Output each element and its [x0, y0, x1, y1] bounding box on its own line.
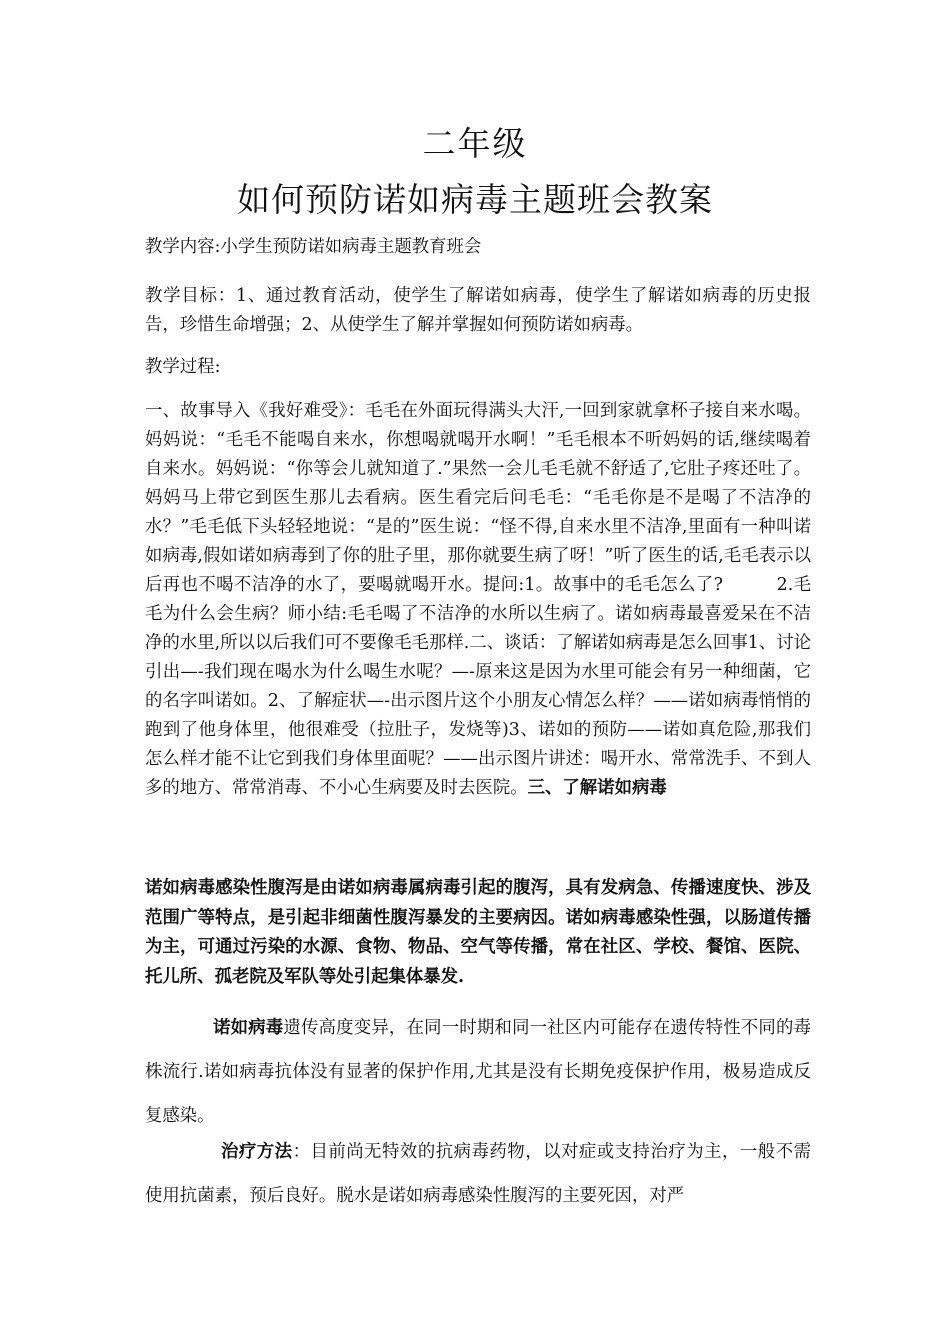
- section-three-heading: 三、了解诺如病毒: [527, 778, 667, 798]
- lesson-plan-title: 如何预防诺如病毒主题班会教案: [237, 180, 713, 219]
- treatment-lead: 治疗方法: [221, 1142, 293, 1162]
- norovirus-description-paragraph: 诺如病毒感染性腹泻是由诺如病毒属病毒引起的腹泻，具有发病急、传播速度快、涉及范围广等特点，是引起非细菌性腹泻暴发的主要病因。诺如病毒感染性强，以肠道传播为主，可通过污染的水源、食物、物品、空气等传播，常在社区、学校、餐馆、医院、托儿所、孤老院及军队等处引起集体暴发.: [145, 878, 811, 987]
- story-text: 一、故事导入《我好难受》：毛毛在外面玩得满头大汗,一回到家就拿杯子接自来水喝。妈妈说：“毛毛不能喝自来水，你想喝就喝开水啊！”毛毛根本不听妈妈的话,继续喝着自来水。妈妈说：“你等会儿就知道了.”果然一会儿毛毛就不舒适了,它肚子疼还吐了。妈妈马上带它到医生那儿去看病。医生看完后问毛毛：“毛毛你是不是喝了不洁净的水？”毛毛低下头轻轻地说：“是的”医生说：“怪不得,自来水里不洁净,里面有一种叫诺如病毒,假如诺如病毒到了你的肚子里，那你就要生病了呀！”听了医生的话,毛毛表示以后再也不喝不洁净的水了，要喝就喝开水。提问:1。故事中的毛毛怎么了? 2.毛毛为什么会生病？师小结:毛毛喝了不洁净的水所以生病了。诺如病毒最喜爱呆在不洁净的水里,所以以后我们可不要像毛毛那样.二、谈话：了解诺如病毒是怎么回事1、讨论引出—-我们现在喝水为什么喝生水呢？—-原来这是因为水里可能会有另一种细菌，它的名字叫诺如。2、了解症状—-出示图片这个小朋友心情怎么样？——诺如病毒悄悄的跑到了他身体里，他很难受（拉肚子，发烧等)3、诺如的预防——诺如真危险,那我们怎么样才能不让它到我们身体里面呢？——出示图片讲述：喝开水、常常洗手、不到人多的地方、常常消毒、不小心生病要及时去医院。: [145, 401, 811, 798]
- story-paragraph: [145, 397, 811, 803]
- treatment-text: ：目前尚无特效的抗病毒药物，以对症或支持治疗为主，一般不需使用抗菌素，预后良好。脱水是诺如病毒感染性腹泻的主要死因，对严: [145, 1142, 811, 1206]
- teaching-content-line: 教学内容:小学生预防诺如病毒主题教育班会: [145, 237, 482, 257]
- variation-lead: 诺如病毒: [213, 1018, 284, 1038]
- variation-text: 遗传高度变异，在同一时期和同一社区内可能存在遗传特性不同的毒株流行.诺如病毒抗体没有显著的保护作用,尤其是没有长期免疫保护作用，极易造成反复感染。: [145, 1018, 811, 1126]
- grade-heading: 二年级: [422, 124, 528, 163]
- teaching-goal-paragraph: 教学目标：1、通过教育活动，使学生了解诺如病毒，使学生了解诺如病毒的历史报告，珍惜生命增强；2、从使学生了解并掌握如何预防诺如病毒。: [145, 286, 811, 335]
- teaching-process-label: 教学过程:: [145, 357, 221, 377]
- variation-paragraph: [145, 1006, 811, 1138]
- treatment-paragraph: [145, 1130, 811, 1218]
